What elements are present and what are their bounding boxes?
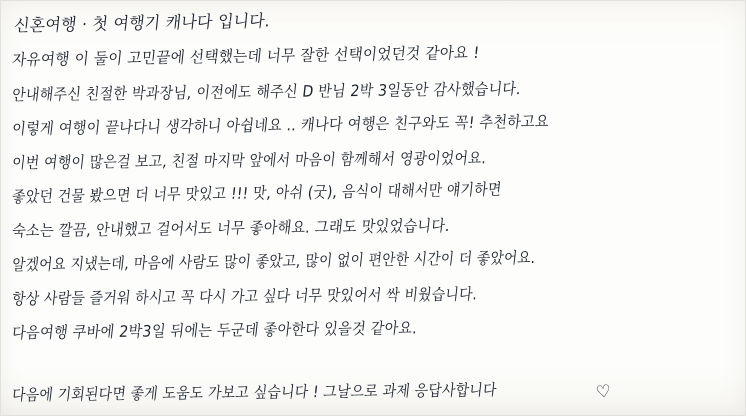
note-line-10: 다음여행 쿠바에 2박3일 뒤에는 두군데 좋아한다 있을것 같아요.: [11, 318, 419, 343]
note-line-4: 이렇게 여행이 끝나다니 생각하니 아쉽네요 .. 캐나다 여행은 친구와도 꼭! 추천하고요: [11, 112, 551, 139]
note-line-3: 안내해주신 친절한 박과장님, 이전에도 해주신 D 반님 2박 3일동안 감사했습니다.: [11, 79, 522, 105]
note-line-2: 자유여행 이 둘이 고민끝에 선택했는데 너무 잘한 선택이었던것 같아요 !: [11, 43, 481, 70]
note-line-5: 이번 여행이 많은걸 보고, 친절 마지막 앞에서 마음이 함께해서 영광이었어요.: [10, 148, 488, 173]
note-line-6: 좋았던 건물 봤으면 더 너무 맛있고 !!! 맛, 아쉬 (굿), 음식이 대해서만 얘기하면: [11, 179, 503, 207]
heart-icon: ♡: [594, 381, 613, 404]
note-line-8: 알겠어요 지냈는데, 마음에 사람도 많이 좋았고, 많이 없이 편안한 시간이 더 좋았어요.: [11, 248, 537, 275]
note-line-1: 신혼여행 · 첫 여행기 캐나다 입니다.: [13, 10, 272, 36]
note-line-11: 다음에 기회된다면 좋게 도움도 가보고 싶습니다 ! 그날으로 과제 응답사합니다: [10, 380, 498, 405]
note-line-9: 항상 사람들 즐거워 하시고 꼭 다시 가고 싶다 너무 맛있어서 싹 비웠습니다.: [10, 284, 479, 309]
note-line-7: 숙소는 깔끔, 안내했고 걸어서도 너무 좋아해요. 그래도 맛있었습니다.: [11, 216, 452, 241]
